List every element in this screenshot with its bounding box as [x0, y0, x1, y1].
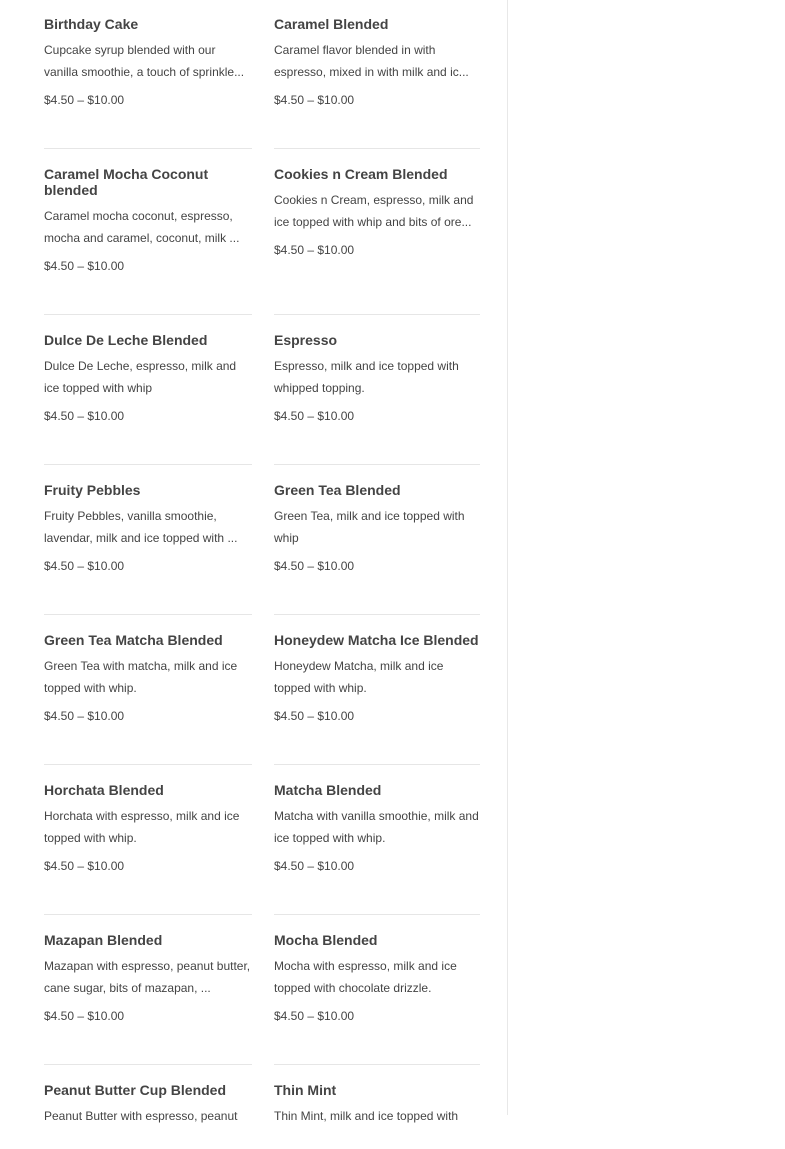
item-title[interactable]: Fruity Pebbles — [44, 482, 141, 498]
item-title[interactable]: Green Tea Blended — [274, 482, 401, 498]
item-price: $4.50 – $10.00 — [44, 1009, 125, 1023]
item-title[interactable]: Cookies n Cream Blended — [274, 166, 448, 182]
item-price: $4.50 – $10.00 — [274, 409, 355, 423]
menu-item-thin-mint[interactable] — [274, 1064, 480, 1123]
item-title[interactable]: Honeydew Matcha Ice Blended — [274, 632, 479, 648]
item-title[interactable]: Caramel Blended — [274, 16, 389, 32]
item-title[interactable]: Dulce De Leche Blended — [44, 332, 208, 348]
item-title[interactable]: Mazapan Blended — [44, 932, 163, 948]
menu-item-espresso[interactable] — [274, 314, 480, 424]
item-price: $4.50 – $10.00 — [274, 709, 355, 723]
item-description: Green Tea with matcha, milk and ice topped with whip. — [44, 659, 238, 695]
item-description: Caramel flavor blended in with espresso, mixed in with milk and ic... — [274, 43, 469, 79]
item-description: Peanut Butter with espresso, peanut — [44, 1109, 238, 1123]
menu-item-birthday-cake[interactable] — [44, 16, 252, 108]
menu-item-caramel-blended[interactable] — [274, 16, 480, 108]
item-price: $4.50 – $10.00 — [274, 93, 355, 107]
item-description: Thin Mint, milk and ice topped with — [274, 1109, 459, 1123]
menu-item-mazapan[interactable] — [44, 914, 252, 1024]
menu-item-cookies-n-cream[interactable] — [274, 148, 480, 258]
item-price: $4.50 – $10.00 — [44, 709, 125, 723]
item-price: $4.50 – $10.00 — [44, 859, 125, 873]
menu-item-horchata[interactable] — [44, 764, 252, 874]
item-title[interactable]: Espresso — [274, 332, 338, 348]
menu-item-matcha-blended[interactable] — [274, 764, 480, 874]
item-title[interactable]: Peanut Butter Cup Blended — [44, 1082, 227, 1098]
item-title[interactable]: Mocha Blended — [274, 932, 378, 948]
item-price: $4.50 – $10.00 — [44, 259, 125, 273]
item-description: Fruity Pebbles, vanilla smoothie, lavendar, milk and ice topped with ... — [44, 509, 238, 545]
item-title[interactable]: Caramel Mocha Coconut blended — [44, 166, 209, 198]
item-description: Honeydew Matcha, milk and ice topped with whip. — [274, 659, 444, 695]
item-description: Mocha with espresso, milk and ice topped with chocolate drizzle. — [274, 959, 457, 995]
item-price: $4.50 – $10.00 — [274, 859, 355, 873]
item-description: Mazapan with espresso, peanut butter, cane sugar, bits of mazapan, ... — [44, 959, 251, 995]
item-description: Cookies n Cream, espresso, milk and ice topped with whip and bits of ore... — [274, 193, 474, 229]
item-description: Green Tea, milk and ice topped with whip — [274, 509, 465, 545]
menu-item-dulce-de-leche[interactable] — [44, 314, 252, 424]
menu-item-honeydew-matcha[interactable] — [274, 614, 480, 724]
item-description: Horchata with espresso, milk and ice topped with whip. — [44, 809, 240, 845]
item-description: Caramel mocha coconut, espresso, mocha and caramel, coconut, milk ... — [44, 209, 240, 245]
item-price: $4.50 – $10.00 — [44, 559, 125, 573]
item-description: Matcha with vanilla smoothie, milk and ice topped with whip. — [274, 809, 479, 845]
item-description: Dulce De Leche, espresso, milk and ice topped with whip — [44, 359, 237, 395]
menu-item-fruity-pebbles[interactable] — [44, 464, 252, 574]
item-title[interactable]: Horchata Blended — [44, 782, 164, 798]
menu-item-mocha-blended[interactable] — [274, 914, 480, 1024]
item-description: Cupcake syrup blended with our vanilla smoothie, a touch of sprinkle... — [44, 43, 245, 79]
item-price: $4.50 – $10.00 — [44, 409, 125, 423]
menu-item-peanut-butter-cup[interactable] — [44, 1064, 252, 1123]
menu-item-green-tea-matcha[interactable] — [44, 614, 252, 724]
menu-item-caramel-mocha-coconut[interactable] — [44, 148, 252, 274]
menu-item-green-tea-blended[interactable] — [274, 464, 480, 574]
item-title[interactable]: Birthday Cake — [44, 16, 139, 32]
item-price: $4.50 – $10.00 — [274, 559, 355, 573]
item-price: $4.50 – $10.00 — [44, 93, 125, 107]
item-price: $4.50 – $10.00 — [274, 243, 355, 257]
item-price: $4.50 – $10.00 — [274, 1009, 355, 1023]
item-title[interactable]: Matcha Blended — [274, 782, 382, 798]
item-title[interactable]: Thin Mint — [274, 1082, 337, 1098]
item-title[interactable]: Green Tea Matcha Blended — [44, 632, 223, 648]
item-description: Espresso, milk and ice topped with whipped topping. — [274, 359, 459, 395]
